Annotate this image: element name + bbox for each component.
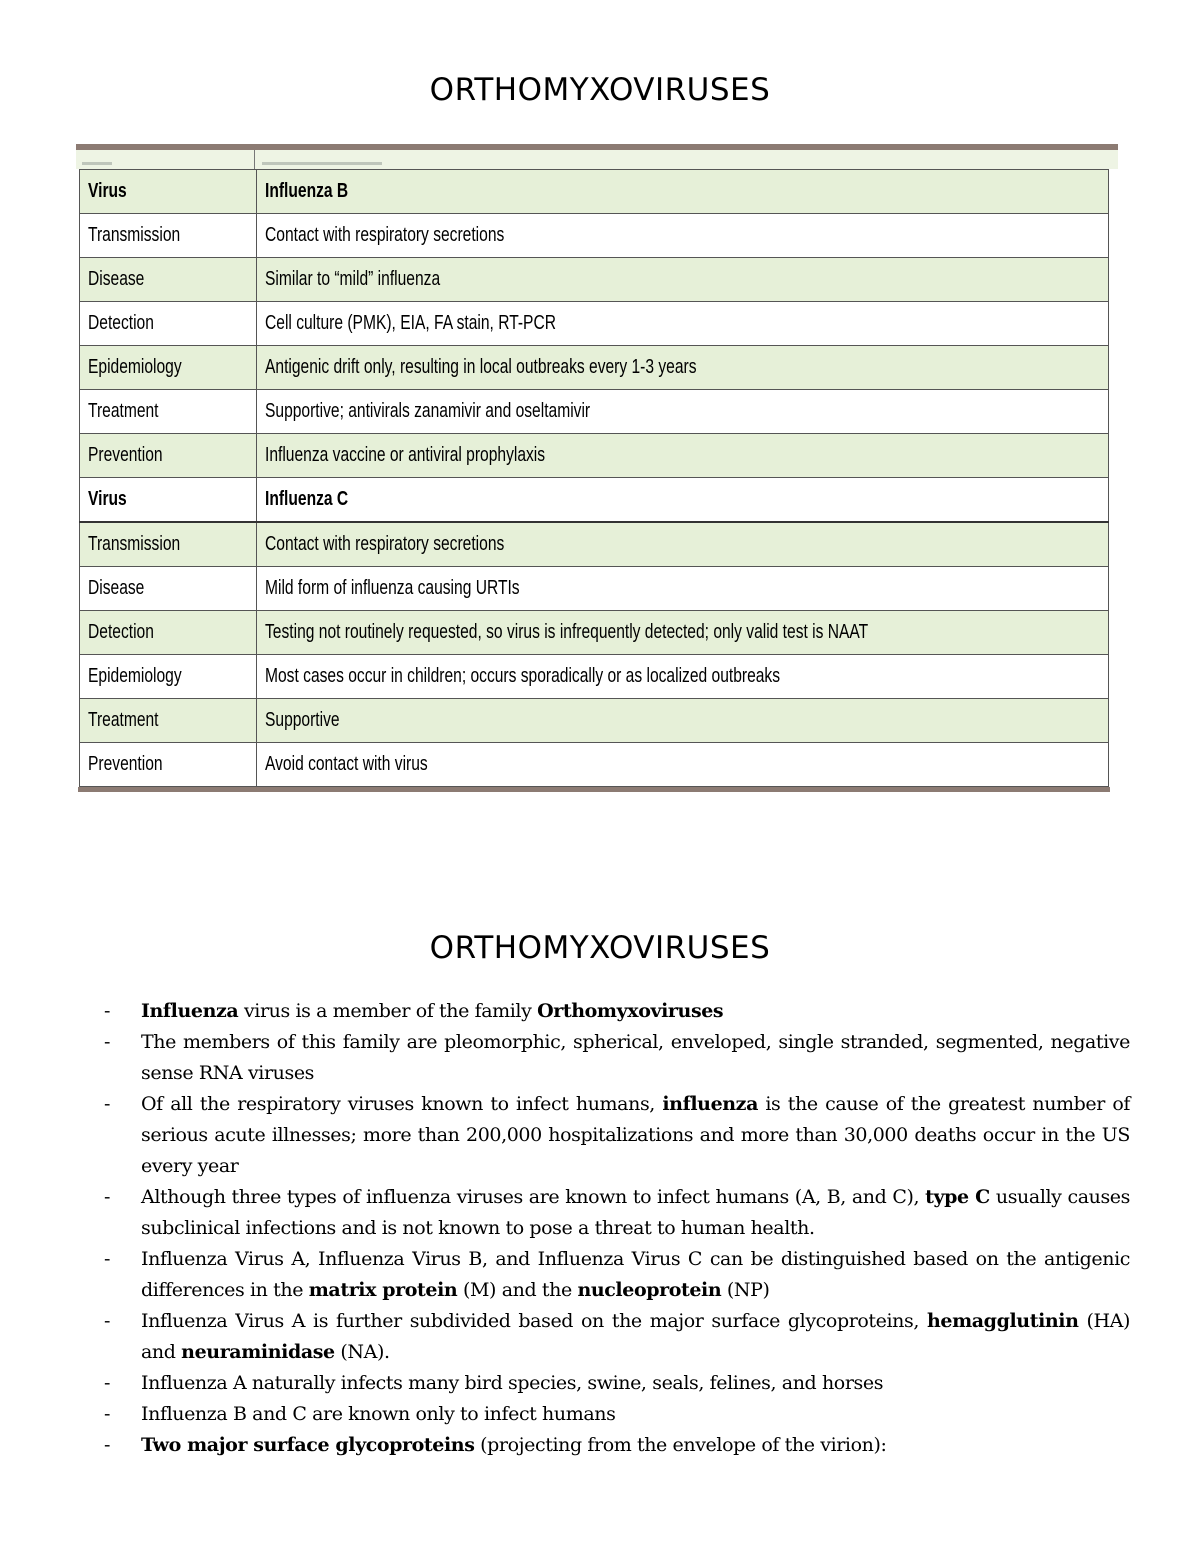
row-label: Detection <box>80 611 257 655</box>
row-value: Cell culture (PMK), EIA, FA stain, RT-PCR <box>257 302 1109 346</box>
table-row <box>80 390 1109 434</box>
table-row <box>80 302 1109 346</box>
table-clipped-row <box>76 150 1118 169</box>
bold-term: nucleoprotein <box>577 1279 722 1301</box>
bullet-dash: - <box>104 1372 111 1394</box>
row-label: Disease <box>80 567 257 611</box>
row-value: Supportive; antivirals zanamivir and oseltamivir <box>257 390 1109 434</box>
text: Influenza Virus A, Influenza Virus B, and Influenza Virus C can be distinguished based on the antigenic differences in the <box>141 1248 1130 1301</box>
text: (HA) and <box>141 1310 1130 1363</box>
text: Influenza A naturally infects many bird species, swine, seals, felines, and horses <box>141 1372 884 1394</box>
page-title-bottom: ORTHOMYXOVIRUSES <box>429 930 771 966</box>
row-value: Most cases occur in children; occurs sporadically or as localized outbreaks <box>257 655 1109 699</box>
table-row <box>80 478 1109 523</box>
row-label: Detection <box>80 302 257 346</box>
list-item <box>104 1399 1130 1430</box>
bold-term: hemagglutinin <box>926 1310 1079 1332</box>
list-item <box>104 1306 1130 1368</box>
bold-term: matrix protein <box>308 1279 458 1301</box>
table-row <box>80 567 1109 611</box>
bold-term: type C <box>925 1186 990 1208</box>
text: Of all the respiratory viruses known to infect humans, <box>141 1093 663 1115</box>
bold-term: Influenza <box>141 1000 239 1022</box>
text: Although three types of influenza viruses are known to infect humans (A, B, and C), <box>141 1186 926 1208</box>
row-label: Virus <box>80 170 257 214</box>
bullet-dash: - <box>104 1310 111 1332</box>
list-item <box>104 1027 1130 1089</box>
text: Influenza Virus A is further subdivided based on the major surface glycoproteins, <box>141 1310 927 1332</box>
row-label: Transmission <box>80 214 257 258</box>
table-bottom-border <box>78 787 1110 792</box>
row-label: Treatment <box>80 390 257 434</box>
text: is the cause of the greatest number of serious acute illnesses; more than 200,000 hospitalizations and more than 30,000 deaths occur in the US every year <box>141 1093 1131 1177</box>
row-value: Testing not routinely requested, so virus is infrequently detected; only valid test is NAAT <box>257 611 1109 655</box>
table-row <box>80 346 1109 390</box>
bullet-dash: - <box>104 1248 111 1270</box>
bold-term: influenza <box>662 1093 758 1115</box>
row-label: Prevention <box>80 434 257 478</box>
bold-term: Two major surface glycoproteins <box>141 1434 475 1456</box>
text: (NP) <box>721 1279 770 1301</box>
row-value: Influenza vaccine or antiviral prophylaxis <box>257 434 1109 478</box>
row-value: Avoid contact with virus <box>257 743 1109 787</box>
text: The members of this family are pleomorphic, spherical, enveloped, single stranded, segmented, negative sense RNA viruses <box>141 1031 1130 1084</box>
table-row <box>80 743 1109 787</box>
bullet-dash: - <box>104 1186 111 1208</box>
row-label: Treatment <box>80 699 257 743</box>
bullet-dash: - <box>104 1434 111 1456</box>
table-row <box>80 522 1109 567</box>
row-value: Antigenic drift only, resulting in local outbreaks every 1-3 years <box>257 346 1109 390</box>
row-label: Epidemiology <box>80 655 257 699</box>
row-value: Supportive <box>257 699 1109 743</box>
row-value: Mild form of influenza causing URTIs <box>257 567 1109 611</box>
list-item <box>104 996 1130 1027</box>
bullet-dash: - <box>104 1093 111 1115</box>
table-row <box>80 699 1109 743</box>
text: usually causes subclinical infections and is not known to pose a threat to human health. <box>141 1186 1130 1239</box>
row-label: Disease <box>80 258 257 302</box>
row-label: Transmission <box>80 522 257 567</box>
table-row <box>80 655 1109 699</box>
influenza-table-figure <box>76 144 1118 792</box>
bullet-dash: - <box>104 1000 111 1022</box>
table-row <box>80 258 1109 302</box>
list-item <box>104 1089 1130 1182</box>
row-value: Contact with respiratory secretions <box>257 214 1109 258</box>
table-row <box>80 170 1109 214</box>
bold-term: neuraminidase <box>181 1341 335 1363</box>
influenza-bc-table <box>79 169 1109 787</box>
row-value: Influenza C <box>257 478 1109 523</box>
row-label: Virus <box>80 478 257 523</box>
list-item <box>104 1368 1130 1399</box>
bullet-dash: - <box>104 1403 111 1425</box>
table-row <box>80 214 1109 258</box>
row-label: Prevention <box>80 743 257 787</box>
text: Influenza B and C are known only to infect humans <box>141 1403 616 1425</box>
text: (projecting from the envelope of the virion): <box>474 1434 887 1456</box>
list-item <box>104 1244 1130 1306</box>
row-value: Influenza B <box>257 170 1109 214</box>
row-value: Contact with respiratory secretions <box>257 522 1109 567</box>
bullet-dash: - <box>104 1031 111 1053</box>
page-title-top: ORTHOMYXOVIRUSES <box>429 72 771 108</box>
list-item <box>104 1182 1130 1244</box>
text: (NA). <box>334 1341 390 1363</box>
row-value: Similar to “mild” influenza <box>257 258 1109 302</box>
list-item <box>104 1430 1130 1461</box>
text: virus is a member of the family <box>238 1000 538 1022</box>
notes-list <box>104 996 1130 1461</box>
row-label: Epidemiology <box>80 346 257 390</box>
bold-term: Orthomyxoviruses <box>537 1000 724 1022</box>
table-row <box>80 611 1109 655</box>
table-row <box>80 434 1109 478</box>
text: (M) and the <box>457 1279 578 1301</box>
